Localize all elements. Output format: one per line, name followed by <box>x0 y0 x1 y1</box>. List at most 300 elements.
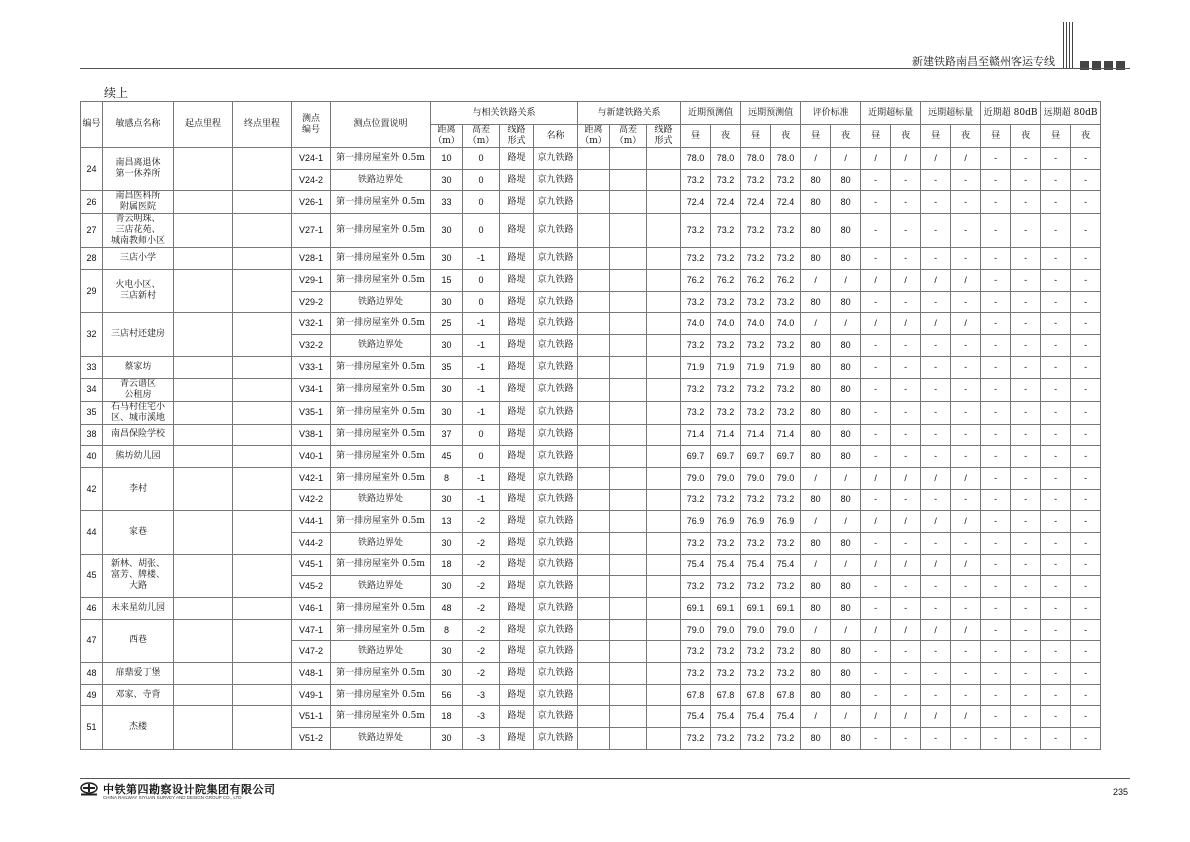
cell-point-no: V44-1 <box>292 511 331 533</box>
cell-distance: 30 <box>431 248 463 270</box>
cell-start <box>174 467 233 510</box>
cell-far-exceed-day: - <box>921 424 951 446</box>
cell-far-night: 67.8 <box>771 684 801 706</box>
cell-line-form: 路堤 <box>500 467 534 489</box>
cell-near-day: 76.2 <box>681 270 711 292</box>
cell-near-exceed-day: - <box>861 728 891 750</box>
cell-std-night: / <box>831 619 861 641</box>
cell-distance: 8 <box>431 619 463 641</box>
cell-near-exceed-day: - <box>861 598 891 620</box>
cell-near-night: 73.2 <box>711 489 741 511</box>
cell-far-night: 73.2 <box>771 291 801 313</box>
cell-std-day: 80 <box>801 424 831 446</box>
cell-point-no: V46-1 <box>292 598 331 620</box>
cell-distance: 10 <box>431 148 463 170</box>
cell-line-name: 京九铁路 <box>534 511 578 533</box>
cell-far-exceed-night: - <box>951 532 981 554</box>
th-end: 终点里程 <box>233 102 292 148</box>
cell-distance: 30 <box>431 169 463 191</box>
cell-far-day: 73.2 <box>741 663 771 685</box>
cell-std-night: 80 <box>831 291 861 313</box>
cell-far-night: 71.9 <box>771 356 801 378</box>
cell-near-day: 76.9 <box>681 511 711 533</box>
cell-near80-night: - <box>1011 335 1041 357</box>
cell-line-form: 路堤 <box>500 663 534 685</box>
cell-near-night: 73.2 <box>711 663 741 685</box>
cell-far80-night: - <box>1071 532 1101 554</box>
cell-far80-night: - <box>1071 270 1101 292</box>
th-point-no: 测点 编号 <box>292 102 331 148</box>
cell-near-exceed-night: - <box>891 489 921 511</box>
cell-start <box>174 554 233 597</box>
cell-near-exceed-day: - <box>861 214 891 248</box>
cell-height: 0 <box>463 148 500 170</box>
cell-near80-night: - <box>1011 424 1041 446</box>
cell-no: 49 <box>81 684 103 706</box>
cell-std-day: 80 <box>801 532 831 554</box>
cell-far-exceed-day: - <box>921 401 951 424</box>
cell-near80-night: - <box>1011 532 1041 554</box>
cell-new-line-form <box>647 663 681 685</box>
cell-near-exceed-day: - <box>861 401 891 424</box>
cell-std-night: / <box>831 467 861 489</box>
cell-far-exceed-night: - <box>951 191 981 214</box>
cell-std-day: / <box>801 467 831 489</box>
cell-no: 47 <box>81 619 103 662</box>
cell-std-day: / <box>801 270 831 292</box>
cell-far80-night: - <box>1071 191 1101 214</box>
cell-new-distance <box>578 291 610 313</box>
cell-name: 李村 <box>103 467 174 510</box>
cell-near-day: 73.2 <box>681 728 711 750</box>
cell-new-height <box>610 728 647 750</box>
cell-distance: 13 <box>431 511 463 533</box>
cell-new-line-form <box>647 291 681 313</box>
cell-new-line-form <box>647 313 681 335</box>
cell-point-no: V32-2 <box>292 335 331 357</box>
cell-near-exceed-night: - <box>891 576 921 598</box>
cell-std-night: / <box>831 270 861 292</box>
cell-end <box>233 467 292 510</box>
cell-far-day: 73.2 <box>741 576 771 598</box>
table-row <box>81 619 1161 641</box>
table-row <box>81 214 1161 248</box>
cell-std-night: 80 <box>831 401 861 424</box>
cell-line-name: 京九铁路 <box>534 576 578 598</box>
cell-point-no: V26-1 <box>292 191 331 214</box>
cell-new-distance <box>578 728 610 750</box>
cell-far80-day: - <box>1041 706 1071 728</box>
cell-start <box>174 356 233 378</box>
cell-far80-day: - <box>1041 191 1071 214</box>
cell-std-night: / <box>831 511 861 533</box>
cell-position: 第一排房屋室外 0.5m <box>331 313 431 335</box>
cell-line-name: 京九铁路 <box>534 706 578 728</box>
cell-near-day: 73.2 <box>681 663 711 685</box>
cell-far-night: 73.2 <box>771 532 801 554</box>
cell-point-no: V47-2 <box>292 641 331 663</box>
cell-new-line-form <box>647 248 681 270</box>
cell-far-exceed-day: - <box>921 641 951 663</box>
cell-point-no: V40-1 <box>292 446 331 468</box>
cell-line-form: 路堤 <box>500 511 534 533</box>
cell-new-line-form <box>647 378 681 401</box>
cell-std-day: / <box>801 511 831 533</box>
cell-new-line-form <box>647 148 681 170</box>
cell-new-line-form <box>647 270 681 292</box>
cell-near80-day: - <box>981 401 1011 424</box>
cell-far-exceed-night: - <box>951 169 981 191</box>
cell-near-exceed-day: / <box>861 148 891 170</box>
cell-position: 第一排房屋室外 0.5m <box>331 270 431 292</box>
cell-far80-day: - <box>1041 576 1071 598</box>
cell-far-exceed-night: - <box>951 598 981 620</box>
cell-position: 第一排房屋室外 0.5m <box>331 554 431 576</box>
cell-far-day: 76.2 <box>741 270 771 292</box>
cell-near-exceed-night: / <box>891 467 921 489</box>
cell-no: 26 <box>81 191 103 214</box>
cell-start <box>174 663 233 685</box>
cell-far80-day: - <box>1041 663 1071 685</box>
cell-point-no: V44-2 <box>292 532 331 554</box>
cell-far80-night: - <box>1071 291 1101 313</box>
cell-start <box>174 401 233 424</box>
cell-near80-day: - <box>981 148 1011 170</box>
cell-distance: 35 <box>431 356 463 378</box>
cell-new-line-form <box>647 511 681 533</box>
cell-height: -1 <box>463 467 500 489</box>
cell-near-exceed-night: - <box>891 446 921 468</box>
cell-far80-night: - <box>1071 148 1101 170</box>
cell-line-form: 路堤 <box>500 191 534 214</box>
cell-far-night: 73.2 <box>771 248 801 270</box>
cell-near-night: 67.8 <box>711 684 741 706</box>
cell-position: 第一排房屋室外 0.5m <box>331 148 431 170</box>
cell-new-height <box>610 706 647 728</box>
cell-std-day: 80 <box>801 576 831 598</box>
cell-new-height <box>610 148 647 170</box>
cell-position: 铁路边界处 <box>331 169 431 191</box>
cell-point-no: V45-1 <box>292 554 331 576</box>
cell-near80-day: - <box>981 248 1011 270</box>
cell-far-exceed-day: / <box>921 511 951 533</box>
cell-new-height <box>610 489 647 511</box>
cell-near-day: 73.2 <box>681 378 711 401</box>
cell-near80-night: - <box>1011 663 1041 685</box>
cell-new-distance <box>578 401 610 424</box>
cell-near80-night: - <box>1011 619 1041 641</box>
cell-near-exceed-night: - <box>891 532 921 554</box>
cell-line-form: 路堤 <box>500 619 534 641</box>
continued-label: 续上 <box>104 86 129 100</box>
cell-far-night: 75.4 <box>771 706 801 728</box>
th-near-exceed: 近期超标量 <box>861 102 921 125</box>
table-row <box>81 356 1161 378</box>
cell-new-height <box>610 619 647 641</box>
cell-far80-day: - <box>1041 248 1071 270</box>
cell-new-distance <box>578 424 610 446</box>
cell-start <box>174 619 233 662</box>
th-new-height: 高差 （m） <box>610 125 647 148</box>
cell-new-distance <box>578 532 610 554</box>
cell-distance: 18 <box>431 554 463 576</box>
cell-std-day: / <box>801 706 831 728</box>
cell-far80-night: - <box>1071 511 1101 533</box>
cell-std-day: 80 <box>801 728 831 750</box>
table-row <box>81 467 1161 489</box>
cell-height: 0 <box>463 191 500 214</box>
cell-near-exceed-day: - <box>861 489 891 511</box>
cell-far-exceed-day: - <box>921 248 951 270</box>
cell-line-name: 京九铁路 <box>534 335 578 357</box>
cell-std-night: 80 <box>831 169 861 191</box>
cell-name: 南昌保险学校 <box>103 424 174 446</box>
cell-line-form: 路堤 <box>500 706 534 728</box>
cell-line-name: 京九铁路 <box>534 554 578 576</box>
cell-near-exceed-day: - <box>861 424 891 446</box>
cell-far80-night: - <box>1071 554 1101 576</box>
cell-far80-day: - <box>1041 467 1071 489</box>
cell-far-night: 71.4 <box>771 424 801 446</box>
cell-far80-day: - <box>1041 335 1071 357</box>
cell-far-exceed-night: / <box>951 148 981 170</box>
cell-far-exceed-day: - <box>921 446 951 468</box>
cell-end <box>233 511 292 554</box>
cell-near-exceed-night: - <box>891 684 921 706</box>
cell-name: 邓家、寺背 <box>103 684 174 706</box>
cell-near80-night: - <box>1011 356 1041 378</box>
cell-near80-night: - <box>1011 401 1041 424</box>
cell-std-day: 80 <box>801 446 831 468</box>
cell-height: 0 <box>463 214 500 248</box>
cell-point-no: V24-2 <box>292 169 331 191</box>
cell-new-height <box>610 446 647 468</box>
cell-position: 第一排房屋室外 0.5m <box>331 511 431 533</box>
cell-distance: 30 <box>431 663 463 685</box>
cell-far-day: 73.2 <box>741 169 771 191</box>
th-far-80-day: 昼 <box>1041 125 1071 148</box>
cell-far-night: 73.2 <box>771 641 801 663</box>
cell-near80-night: - <box>1011 684 1041 706</box>
company-logo-icon <box>80 782 98 796</box>
cell-near-exceed-day: - <box>861 191 891 214</box>
cell-near80-day: - <box>981 684 1011 706</box>
cell-height: -2 <box>463 641 500 663</box>
cell-far-day: 73.2 <box>741 335 771 357</box>
cell-far-exceed-day: / <box>921 706 951 728</box>
cell-new-height <box>610 313 647 335</box>
cell-name: 蔡家坊 <box>103 356 174 378</box>
cell-new-height <box>610 356 647 378</box>
cell-position: 第一排房屋室外 0.5m <box>331 467 431 489</box>
cell-line-name: 京九铁路 <box>534 446 578 468</box>
cell-near-night: 73.2 <box>711 532 741 554</box>
cell-new-line-form <box>647 728 681 750</box>
cell-new-height <box>610 270 647 292</box>
cell-end <box>233 706 292 749</box>
cell-far80-day: - <box>1041 446 1071 468</box>
cell-near-night: 73.2 <box>711 214 741 248</box>
cell-near-exceed-night: - <box>891 598 921 620</box>
cell-no: 28 <box>81 248 103 270</box>
cell-start <box>174 598 233 620</box>
cell-far-exceed-day: / <box>921 148 951 170</box>
cell-height: -2 <box>463 554 500 576</box>
cell-position: 第一排房屋室外 0.5m <box>331 214 431 248</box>
cell-near-exceed-day: - <box>861 532 891 554</box>
cell-far80-day: - <box>1041 598 1071 620</box>
cell-new-distance <box>578 446 610 468</box>
cell-new-height <box>610 335 647 357</box>
cell-point-no: V47-1 <box>292 619 331 641</box>
cell-position: 铁路边界处 <box>331 576 431 598</box>
page-number: 235 <box>1112 787 1128 797</box>
cell-far-day: 73.2 <box>741 641 771 663</box>
cell-std-day: 80 <box>801 169 831 191</box>
cell-far-day: 79.0 <box>741 467 771 489</box>
cell-far80-day: - <box>1041 169 1071 191</box>
cell-far-night: 73.2 <box>771 728 801 750</box>
cell-end <box>233 356 292 378</box>
cell-near-exceed-day: - <box>861 378 891 401</box>
cell-far-exceed-night: / <box>951 511 981 533</box>
cell-far-day: 67.8 <box>741 684 771 706</box>
cell-far-exceed-day: / <box>921 270 951 292</box>
cell-no: 38 <box>81 424 103 446</box>
cell-near80-day: - <box>981 424 1011 446</box>
th-standard-day: 昼 <box>801 125 831 148</box>
cell-start <box>174 313 233 356</box>
cell-far-day: 71.9 <box>741 356 771 378</box>
cell-far80-night: - <box>1071 378 1101 401</box>
cell-near-exceed-night: - <box>891 191 921 214</box>
cell-height: -1 <box>463 356 500 378</box>
cell-new-line-form <box>647 191 681 214</box>
cell-new-distance <box>578 313 610 335</box>
cell-height: -1 <box>463 248 500 270</box>
cell-std-day: 80 <box>801 684 831 706</box>
th-new-line-form: 线路 形式 <box>647 125 681 148</box>
cell-line-name: 京九铁路 <box>534 532 578 554</box>
cell-near-day: 73.2 <box>681 335 711 357</box>
cell-no: 48 <box>81 663 103 685</box>
cell-height: -1 <box>463 489 500 511</box>
cell-start <box>174 191 233 214</box>
cell-near80-day: - <box>981 663 1011 685</box>
cell-near-night: 73.2 <box>711 335 741 357</box>
cell-line-form: 路堤 <box>500 356 534 378</box>
th-new-distance: 距离 （m） <box>578 125 610 148</box>
cell-far-day: 73.2 <box>741 489 771 511</box>
table-row <box>81 706 1161 728</box>
cell-far80-day: - <box>1041 378 1071 401</box>
cell-height: -3 <box>463 706 500 728</box>
cell-far-day: 73.2 <box>741 532 771 554</box>
cell-std-night: 80 <box>831 489 861 511</box>
cell-std-day: 80 <box>801 335 831 357</box>
cell-near-exceed-day: / <box>861 706 891 728</box>
cell-line-name: 京九铁路 <box>534 356 578 378</box>
cell-near-night: 69.7 <box>711 446 741 468</box>
th-rel-new: 与新建铁路关系 <box>578 102 681 125</box>
cell-end <box>233 148 292 191</box>
cell-std-day: / <box>801 619 831 641</box>
th-standard: 评价标准 <box>801 102 861 125</box>
cell-distance: 33 <box>431 191 463 214</box>
cell-end <box>233 598 292 620</box>
cell-new-distance <box>578 641 610 663</box>
cell-point-no: V29-2 <box>292 291 331 313</box>
cell-near80-night: - <box>1011 214 1041 248</box>
cell-new-distance <box>578 619 610 641</box>
cell-new-distance <box>578 248 610 270</box>
cell-height: -2 <box>463 576 500 598</box>
cell-std-night: 80 <box>831 214 861 248</box>
cell-near-exceed-day: - <box>861 684 891 706</box>
cell-name: 扉鼎爱丁堡 <box>103 663 174 685</box>
cell-std-night: 80 <box>831 663 861 685</box>
cell-far-exceed-night: / <box>951 619 981 641</box>
th-near-pred-night: 夜 <box>711 125 741 148</box>
cell-point-no: V51-2 <box>292 728 331 750</box>
cell-height: -3 <box>463 684 500 706</box>
cell-far-exceed-day: / <box>921 313 951 335</box>
cell-far80-night: - <box>1071 467 1101 489</box>
cell-far-day: 71.4 <box>741 424 771 446</box>
cell-near-night: 76.9 <box>711 511 741 533</box>
cell-new-line-form <box>647 446 681 468</box>
table-row <box>81 401 1161 424</box>
cell-near-night: 73.2 <box>711 728 741 750</box>
cell-new-height <box>610 248 647 270</box>
cell-point-no: V42-1 <box>292 467 331 489</box>
cell-near80-night: - <box>1011 554 1041 576</box>
cell-far80-night: - <box>1071 169 1101 191</box>
cell-std-night: 80 <box>831 532 861 554</box>
table-row <box>81 378 1161 401</box>
cell-std-night: 80 <box>831 378 861 401</box>
cell-far-exceed-day: / <box>921 554 951 576</box>
cell-far-night: 73.2 <box>771 576 801 598</box>
cell-near-exceed-night: / <box>891 554 921 576</box>
cell-end <box>233 619 292 662</box>
cell-std-night: 80 <box>831 191 861 214</box>
cell-new-height <box>610 214 647 248</box>
cell-new-height <box>610 291 647 313</box>
cell-point-no: V27-1 <box>292 214 331 248</box>
cell-line-form: 路堤 <box>500 532 534 554</box>
cell-no: 51 <box>81 706 103 749</box>
cell-near-exceed-night: - <box>891 378 921 401</box>
cell-near-exceed-day: - <box>861 291 891 313</box>
cell-new-distance <box>578 335 610 357</box>
cell-near-exceed-night: - <box>891 214 921 248</box>
cell-far-exceed-night: - <box>951 489 981 511</box>
cell-std-night: 80 <box>831 356 861 378</box>
cell-no: 29 <box>81 270 103 313</box>
cell-far-exceed-day: - <box>921 191 951 214</box>
cell-line-form: 路堤 <box>500 291 534 313</box>
th-near-pred-day: 昼 <box>681 125 711 148</box>
cell-std-night: 80 <box>831 598 861 620</box>
th-near-80: 近期超 80dB <box>981 102 1041 125</box>
cell-near-day: 79.0 <box>681 467 711 489</box>
cell-near80-day: - <box>981 356 1011 378</box>
cell-point-no: V32-1 <box>292 313 331 335</box>
cell-line-name: 京九铁路 <box>534 248 578 270</box>
cell-far-day: 73.2 <box>741 214 771 248</box>
th-rel-related: 与相关铁路关系 <box>431 102 578 125</box>
